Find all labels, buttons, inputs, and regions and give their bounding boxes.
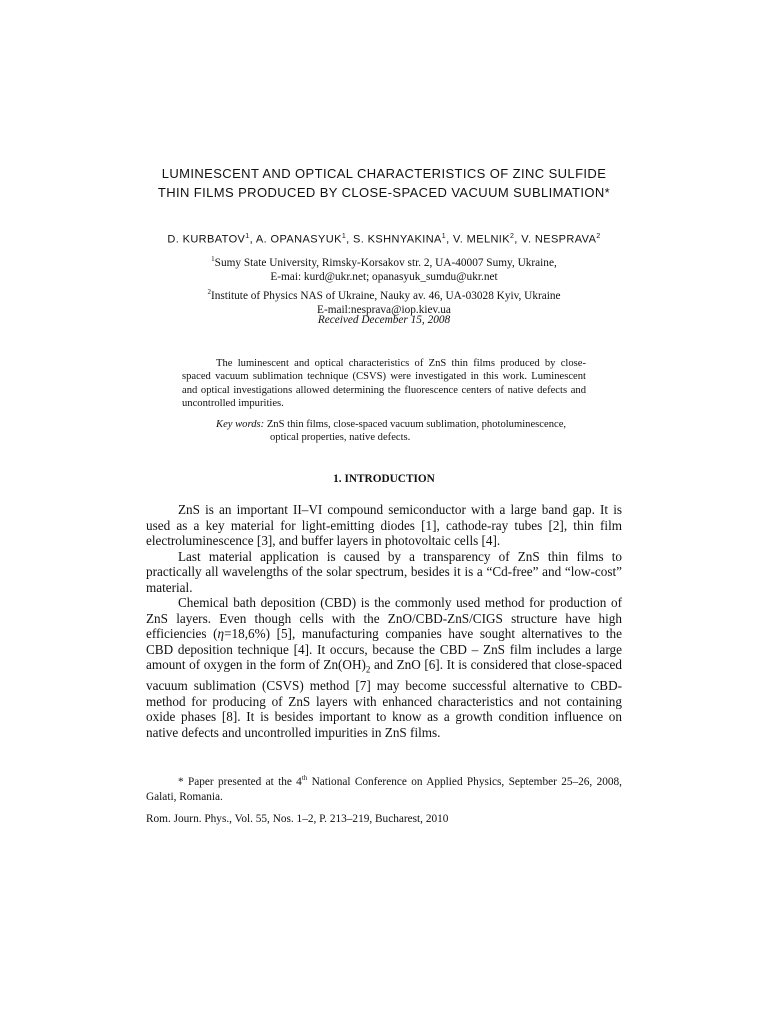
footnote [146,771,622,805]
footnote-part-b: National Conference on Applied Physics, September 25–26, 2008, Galati, Romania. [146,775,622,803]
author-list: D. KURBATOV$^1$, A. OPANASYUK$^1$, S. KSHNYAKINA$^1$, V. MELNIK$^2$, V. NESPRAVA$^2$ [167,233,601,246]
keywords [216,418,586,445]
author-name: S. KSHNYAKINA [353,233,442,246]
affiliation-text: Sumy State University, Rimsky-Korsakov str. 2, UA-40007 Sumy, Ukraine, [214,256,557,269]
author-affiliation-mark: 1 [341,233,347,240]
keywords-line-2: optical properties, native defects. [270,432,411,444]
paragraph-3-part-c: and ZnO [6]. It is considered that close-spaced vacuum sublimation (CSVS) method [7] may become successful alternative to CBD-method for producing of ZnS layers with enhanced characteristics and not containing oxide phases [8]. It is besides important to know as a growth condition influence on native defects and uncontrolled impurities in ZnS films. [146,657,622,740]
subscript: 2 [365,664,371,675]
journal-citation: Rom. Journ. Phys., Vol. 55, Nos. 1–2, P. 213–219, Bucharest, 2010 [146,813,449,825]
paragraph-2: Last material application is caused by a transparency of ZnS thin films to practically all wavelengths of the solar spectrum, besides it is a “Cd-free” and “low-cost” material. [146,548,622,595]
author-name: A. OPANASYUK [255,233,342,246]
title-line-2: THIN FILMS PRODUCED BY CLOSE-SPACED VACUUM SUBLIMATION* [157,185,611,200]
paragraph-3 [146,595,622,740]
paper-title [120,164,648,202]
affiliation-1-email: E-mai: kurd@ukr.net; opanasyuk_sumdu@ukr.net [270,271,498,284]
affiliation-mark: 2 [207,287,211,296]
title-line-1: LUMINESCENT AND OPTICAL CHARACTERISTICS OF ZINC SULFIDE [161,166,607,181]
section-heading: 1. INTRODUCTION [333,473,435,485]
keywords-line-1: ZnS thin films, close-spaced vacuum sublimation, photoluminescence, [266,419,567,430]
paragraph-1: ZnS is an important II–VI compound semiconductor with a large band gap. It is used as a key material for light-emitting diodes [1], cathode-ray tubes [2], thin film electroluminescence [3], and buffer layers in photovoltaic cells [4]. [146,502,622,548]
affiliation-mark: 1 [211,255,215,263]
author-affiliation-mark: 1 [245,233,250,240]
affiliation-text: Institute of Physics NAS of Ukraine, Nauky av. 46, UA-03028 Kyiv, Ukraine [210,289,561,302]
affiliation-2-line-1 [150,285,618,303]
author-affiliation-mark: 1 [441,233,447,240]
affiliations [150,252,618,318]
author-name: V. MELNIK [453,233,510,246]
author-affiliation-mark: 2 [596,233,601,240]
author-affiliation-mark: 2 [510,233,515,240]
abstract: The luminescent and optical characteristics of ZnS thin films produced by close-spaced vacuum sublimation technique (CSVS) were investigated in this work. Luminescent and optical investigations allowed determining the fluorescence centers of native defects and uncontrolled impurities. [182,358,586,410]
affiliation-1-line-1 [150,252,618,270]
footnote-superscript: th [301,774,308,782]
introduction-body [146,502,622,740]
keywords-label: Key words: [216,419,265,430]
author-name: D. KURBATOV [167,233,246,246]
author-name: V. NESPRAVA [521,233,597,246]
footnote-part-a: * Paper presented at the 4 [178,775,302,788]
eta-symbol: η [217,626,225,641]
received-date: Received December 15, 2008 [317,314,451,326]
affiliation-2-email: E-mail:nesprava@iop.kiev.ua [317,304,451,317]
paragraph-3-part-b: =18,6%) [5], manufacturing companies have sought alternatives to the CBD deposition technique [4]. It occurs, because the CBD – ZnS film includes a large amount of oxygen in the form of Zn(OH) [146,626,622,672]
paragraph-3-part-a: Chemical bath deposition (CBD) is the commonly used method for production of ZnS layers. Even though cells with the ZnO/CBD-ZnS/CIGS structure have high efficiencies ( [146,595,622,641]
